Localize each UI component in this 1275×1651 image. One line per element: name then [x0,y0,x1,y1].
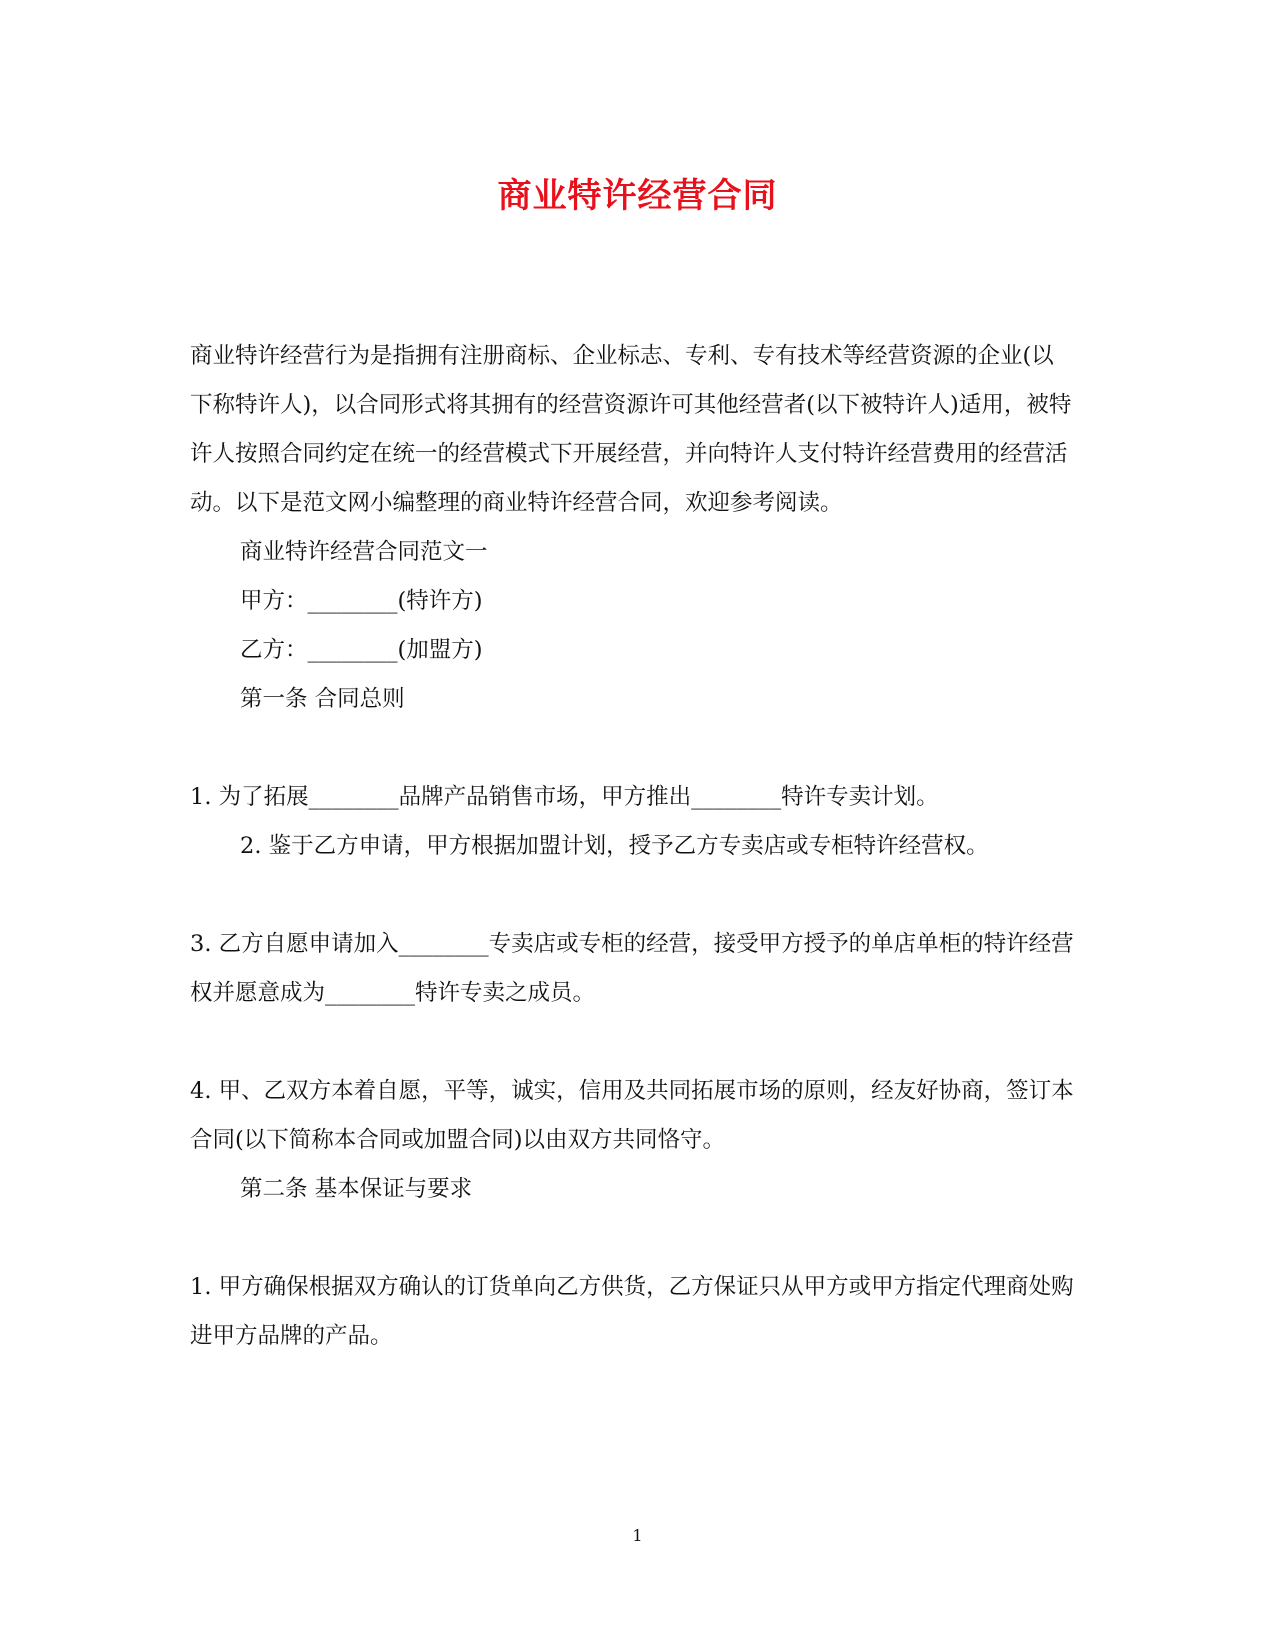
clause-1-1: 1. 为了拓展________品牌产品销售市场，甲方推出________特许专卖计划。 [190,784,939,810]
paragraph-gap [190,1214,1075,1263]
page-number: 1 [632,1526,643,1545]
document-body [190,332,1075,1361]
clause-1-2: 2. 鉴于乙方申请，甲方根据加盟计划，授予乙方专卖店或专柜特许经营权。 [240,833,989,859]
paragraph-gap [190,1018,1075,1067]
article-1-heading: 第一条 合同总则 [240,686,405,712]
clause-1-4: 4. 甲、乙双方本着自愿，平等，诚实，信用及共同拓展市场的原则，经友好协商，签订本合同(以下简称本合同或加盟合同)以由双方共同恪守。 [190,1078,1074,1153]
intro-paragraph: 商业特许经营行为是指拥有注册商标、企业标志、专利、专有技术等经营资源的企业(以下称特许人)，以合同形式将其拥有的经营资源许可其他经营者(以下被特许人)适用，被特许人按照合同约定在统一的经营模式下开展经营，并向特许人支付特许经营费用的经营活动。以下是范文网小编整理的商业特许经营合同，欢迎参考阅读。 [190,343,1072,516]
paragraph-gap [190,871,1075,920]
clause-1-3: 3. 乙方自愿申请加入________专卖店或专柜的经营，接受甲方授予的单店单柜的特许经营权并愿意成为________特许专卖之成员。 [190,931,1074,1006]
party-b-line: 乙方：________(加盟方) [240,637,483,663]
paragraph-gap [190,724,1075,773]
article-2-heading: 第二条 基本保证与要求 [240,1176,473,1202]
clause-2-1: 1. 甲方确保根据双方确认的订货单向乙方供货，乙方保证只从甲方或甲方指定代理商处购进甲方品牌的产品。 [190,1274,1074,1349]
document-title: 商业特许经营合同 [497,176,778,216]
party-a-line: 甲方：________(特许方) [240,588,483,614]
sample-heading: 商业特许经营合同范文一 [240,539,488,565]
